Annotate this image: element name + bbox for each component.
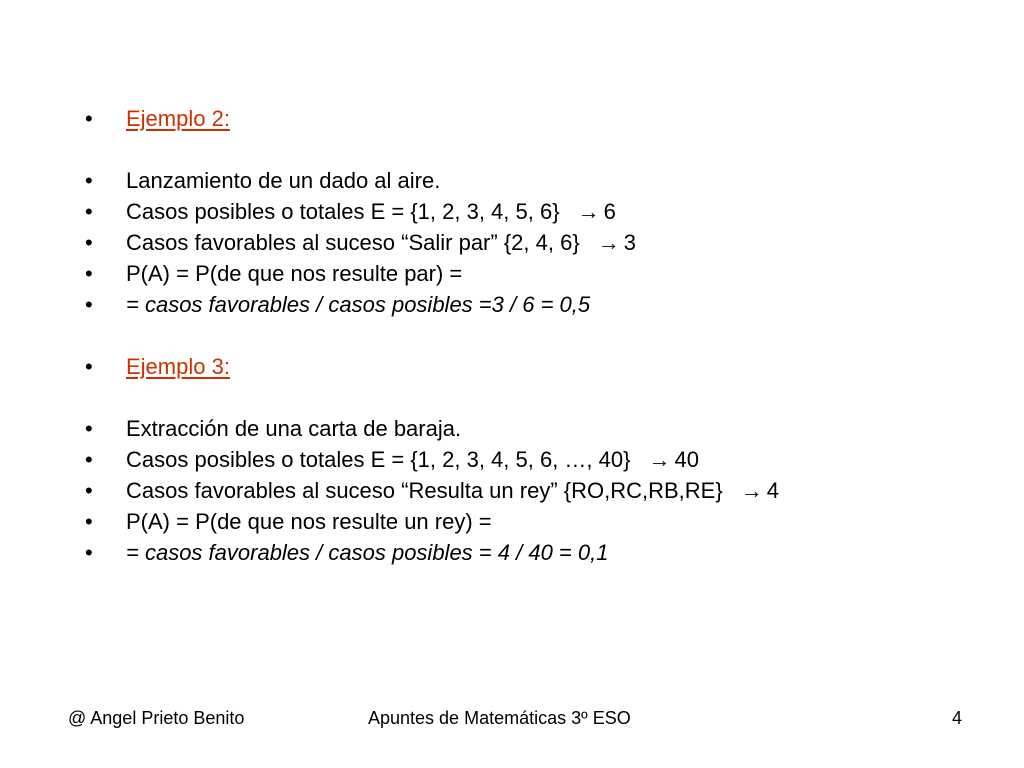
- example2-line2: Casos posibles o totales E = {1, 2, 3, 4, 5, 6}: [126, 199, 560, 224]
- bullet-icon: •: [85, 416, 93, 441]
- arrow-right-icon: →: [597, 230, 620, 255]
- list-item: [82, 165, 1002, 196]
- footer-author: @ Angel Prieto Benito: [68, 708, 245, 728]
- list-item: [82, 289, 1002, 320]
- example3-line2-result: 40: [674, 447, 699, 472]
- list-item: [82, 413, 1002, 444]
- example2-line4: P(A) = P(de que nos resulte par) =: [126, 261, 463, 286]
- arrow-right-icon: →: [648, 447, 671, 472]
- spacer: [82, 382, 1002, 413]
- example3-heading: Ejemplo 3:: [126, 354, 230, 379]
- bullet-icon: •: [85, 106, 93, 131]
- example2-line1: Lanzamiento de un dado al aire.: [126, 168, 441, 193]
- example2-line3: Casos favorables al suceso “Salir par” {2, 4, 6}: [126, 230, 580, 255]
- list-item: [82, 227, 1002, 258]
- example3-line3-result: 4: [766, 478, 779, 503]
- list-item: [82, 537, 1002, 568]
- bullet-icon: •: [85, 199, 93, 224]
- bullet-icon: •: [85, 540, 93, 565]
- footer-title: Apuntes de Matemáticas 3º ESO: [368, 708, 631, 728]
- example3-line4: P(A) = P(de que nos resulte un rey) =: [126, 509, 492, 534]
- example3-line5: = casos favorables / casos posibles = 4 / 40 = 0,1: [126, 540, 609, 565]
- example2-heading: Ejemplo 2:: [126, 106, 230, 131]
- example3-line1: Extracción de una carta de baraja.: [126, 416, 462, 441]
- spacer: [82, 320, 1002, 351]
- bullet-icon: •: [85, 292, 93, 317]
- example3-line3: Casos favorables al suceso “Resulta un rey” {RO,RC,RB,RE}: [126, 478, 723, 503]
- example3-line2: Casos posibles o totales E = {1, 2, 3, 4, 5, 6, …, 40}: [126, 447, 631, 472]
- list-item: [82, 444, 1002, 475]
- bullet-icon: •: [85, 168, 93, 193]
- arrow-right-icon: →: [577, 199, 600, 224]
- bullet-icon: •: [85, 261, 93, 286]
- bullet-icon: •: [85, 230, 93, 255]
- bullet-icon: •: [85, 354, 93, 379]
- list-item: [82, 475, 1002, 506]
- spacer: [82, 134, 1002, 165]
- bullet-list: [82, 103, 1002, 568]
- list-item: [82, 258, 1002, 289]
- example2-line2-result: 6: [603, 199, 616, 224]
- bullet-icon: •: [85, 447, 93, 472]
- list-item-example3-heading: [82, 351, 1002, 382]
- list-item: [82, 196, 1002, 227]
- example2-line3-result: 3: [623, 230, 636, 255]
- bullet-icon: •: [85, 478, 93, 503]
- bullet-icon: •: [85, 509, 93, 534]
- list-item-example2-heading: [82, 103, 1002, 134]
- example2-line5: = casos favorables / casos posibles =3 / 6 = 0,5: [126, 292, 591, 317]
- list-item: [82, 506, 1002, 537]
- footer-page-number: 4: [952, 708, 963, 728]
- arrow-right-icon: →: [740, 478, 763, 503]
